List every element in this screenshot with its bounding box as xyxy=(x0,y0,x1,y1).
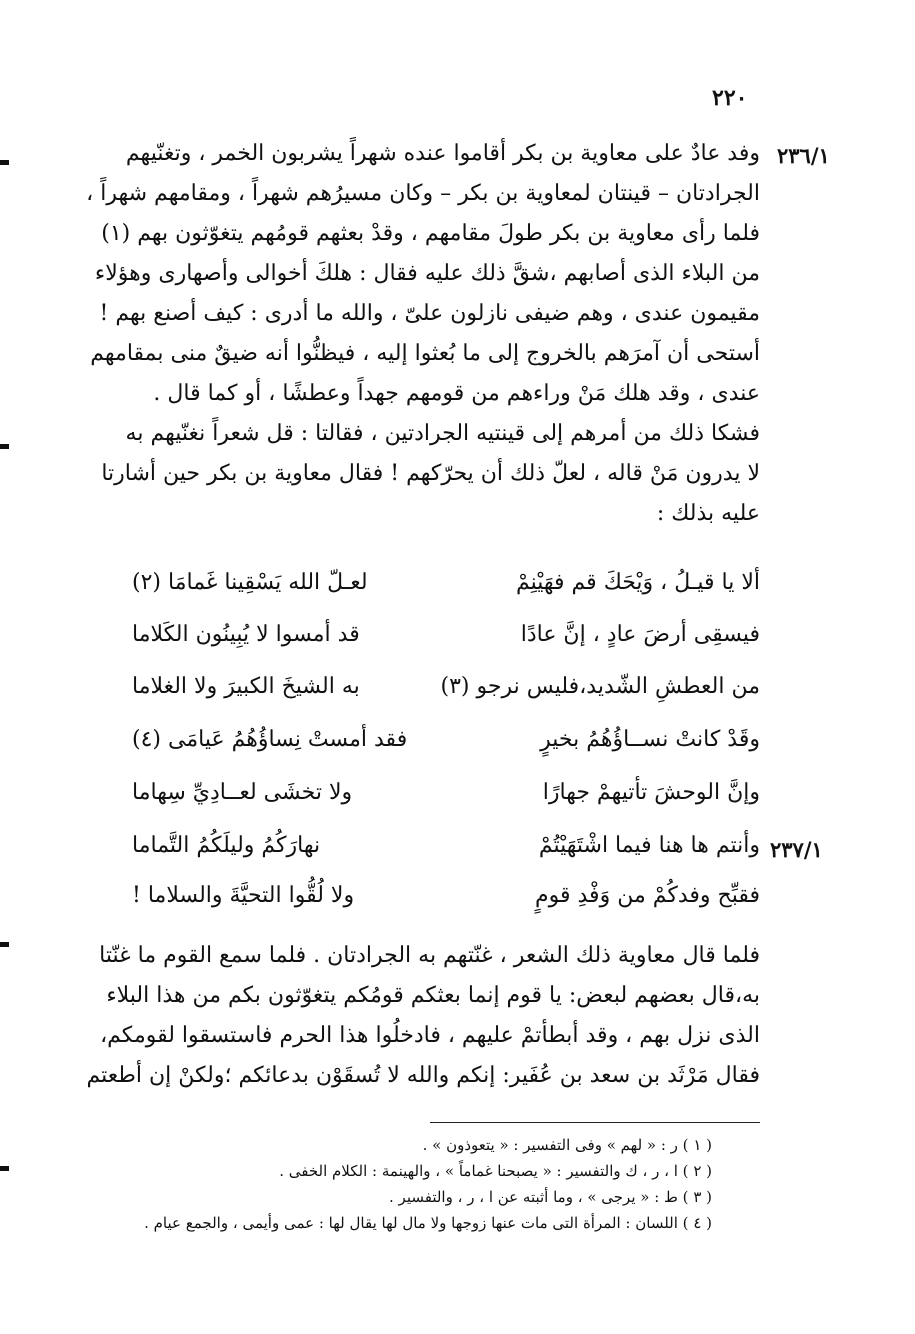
footnote: ( ٢ ) ا ، ر ، ك والتفسير : « يصبحنا غماماً » ، والهينمة : الكلام الخفى . xyxy=(279,1162,712,1180)
text-line: به،قال بعضهم لبعض: يا قوم إنما بعثكم قومُكم يتغوّثون بكم من هذا البلاء xyxy=(106,983,760,1008)
verse-hemistich-second: ولا لُقُّوا التحيَّةَ والسلاما ! xyxy=(132,883,355,908)
verse-hemistich-first: وإنَّ الوحشَ تأتيهمْ جهارًا xyxy=(542,780,760,805)
text-line: مقيمون عندى ، وهم ضيفى نازلون علىّ ، والله ما أدرى : كيف أصنع بهم ! xyxy=(99,301,760,326)
text-line: لا يدرون مَنْ قاله ، لعلّ ذلك أن يحرّكهم ! فقال معاوية بن بكر حين أشارتا xyxy=(101,461,760,486)
verse-row xyxy=(132,717,760,765)
text-line: أستحى أن آمرَهم بالخروج إلى ما بُعثوا إليه ، فيظنُّوا أنه ضيقٌ منى بمقامهم xyxy=(90,341,760,366)
edge-mark xyxy=(0,1166,9,1171)
verse-hemistich-first: فقبِّح وفدكُمْ من وَفْدِ قومٍ xyxy=(535,883,760,908)
margin-reference-1: ٢٣٦/١ xyxy=(777,143,830,168)
footnote: ( ٣ ) ط : « يرجى » ، وما أثبته عن ا ، ر ، والتفسير . xyxy=(389,1188,712,1206)
margin-reference-2: ٢٣٧/١ xyxy=(770,837,823,862)
edge-mark xyxy=(0,160,9,165)
verse-hemistich-second: به الشيخَ الكبيرَ ولا الغلاما xyxy=(132,674,360,699)
verse-row xyxy=(132,612,760,660)
verse-row xyxy=(132,664,760,712)
verse-row xyxy=(132,873,760,921)
text-line: الجرادتان – قينتان لمعاوية بن بكر – وكان مسيرُهم شهراً ، ومقامهم شهراً ، xyxy=(86,181,760,206)
verse-row xyxy=(132,560,760,608)
paragraph-2 xyxy=(101,414,760,534)
text-line: عندى ، وقد هلك مَنْ وراءهم من قومهم جهداً وعطشًا ، أو كما قال . xyxy=(153,381,760,406)
verse-hemistich-second: نهارَكُمُ وليلَكُمُ التَّماما xyxy=(132,833,321,858)
verse-row xyxy=(132,823,760,871)
footnote-rule xyxy=(430,1122,760,1123)
verse-hemistich-first: وقَدْ كانتْ نســاؤُهُمُ بخيرٍ xyxy=(540,727,760,752)
text-line: الذى نزل بهم ، وقد أبطأتمْ عليهم ، فادخلُوا هذا الحرم فاستسقوا لقومكم، xyxy=(100,1023,760,1048)
text-line: من البلاء الذى أصابهم ،شقَّ ذلك عليه فقال : هلكَ أخوالى وأصهارى وهؤلاء xyxy=(94,261,760,286)
paragraph-1 xyxy=(86,134,760,414)
paragraph-3 xyxy=(86,936,760,1096)
text-line: فقال مَرْثَد بن سعد بن عُفَير: إنكم والله لا تُسقَوْن بدعائكم ؛ولكنْ إن أطعتم xyxy=(86,1063,760,1088)
footnote: ( ١ ) ر : « لهم » وفى التفسير : « يتعوذون » . xyxy=(422,1136,712,1154)
verse-hemistich-first: فيسقِى أرضَ عادٍ ، إنَّ عادًا xyxy=(520,622,760,647)
text-line: عليه بذلك : xyxy=(656,501,760,526)
footnotes xyxy=(100,1132,712,1236)
verse-hemistich-second: قد أمسوا لا يُبِينُون الكَلاما xyxy=(132,622,360,647)
edge-mark xyxy=(0,942,9,947)
text-line: وفد عادٌ على معاوية بن بكر أقاموا عنده شهراً يشربون الخمر ، وتغنّيهم xyxy=(125,141,760,166)
verse-hemistich-first: من العطشِ الشّديد،فليس نرجو (٣) xyxy=(440,674,760,699)
text-line: فشكا ذلك من أمرهم إلى قينتيه الجرادتين ، فقالتا : قل شعراً نغنّيهم به xyxy=(125,421,760,446)
verse-hemistich-first: ألا يا قيـلُ ، وَيْحَكَ قم فهَيْنِمْ xyxy=(515,570,760,595)
edge-mark xyxy=(0,444,9,449)
verse-hemistich-second: فقد أمستْ نِساؤُهُمُ عَيامَى (٤) xyxy=(132,727,408,752)
verse-hemistich-second: لعـلّ الله يَسْقِينا غَمامَا (٢) xyxy=(132,570,368,595)
text-line: فلما قال معاوية ذلك الشعر ، غنّتهم به الجرادتان . فلما سمع القوم ما غنّتا xyxy=(99,943,760,968)
page-number: ٢٢٠ xyxy=(712,85,748,111)
verse-hemistich-first: وأنتم ها هنا فيما اشْتَهَيْتُمْ xyxy=(538,833,760,858)
text-line: فلما رأى معاوية بن بكر طولَ مقامهم ، وقدْ بعثهم قومُهم يتغوّثون بهم (١) xyxy=(101,221,760,246)
footnote: ( ٤ ) اللسان : المرأة التى مات عنها زوجها ولا مال لها يقال لها : عمى وأيمى ، والجمع عيام . xyxy=(144,1214,712,1232)
verse-hemistich-second: ولا تخشَى لعــادِيِّ سِهاما xyxy=(132,780,353,805)
verse-row xyxy=(132,770,760,818)
